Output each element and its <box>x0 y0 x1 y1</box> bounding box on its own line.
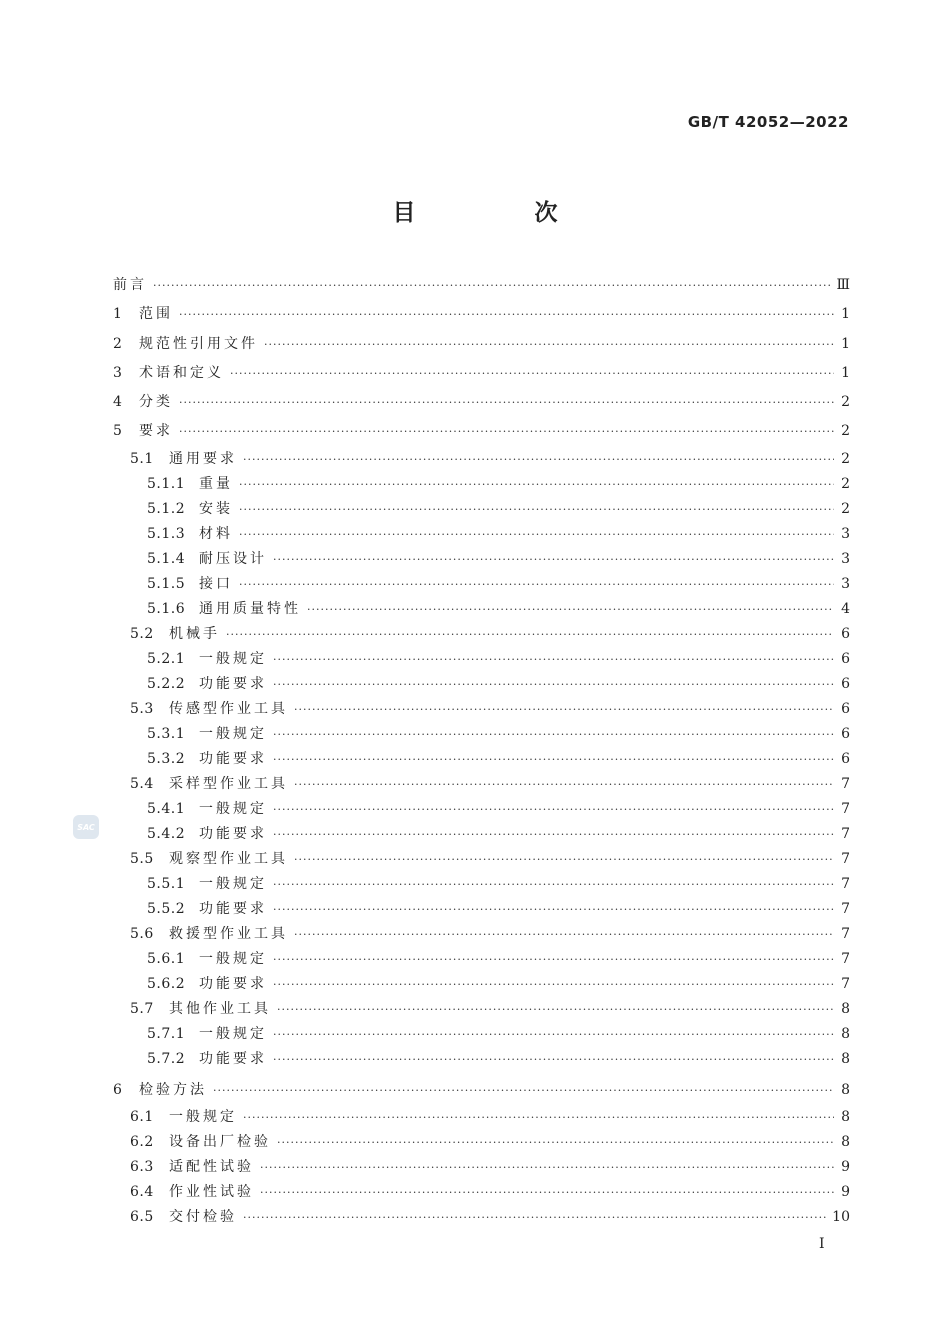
toc-entry-number: 6.1 <box>130 1109 154 1126</box>
toc-entry-page: 7 <box>841 875 850 892</box>
toc-leader-dots <box>273 1022 834 1047</box>
toc-entry[interactable] <box>113 822 850 847</box>
toc-entry-title: 机械手 <box>169 625 220 642</box>
toc-entry[interactable] <box>113 972 850 997</box>
toc-leader-dots <box>273 897 834 922</box>
toc-entry-title: 安装 <box>199 500 233 517</box>
toc-entry[interactable] <box>113 772 850 797</box>
toc-leader-dots <box>294 847 834 872</box>
toc-entry[interactable] <box>113 647 850 672</box>
toc-entry-title: 一般规定 <box>199 800 267 817</box>
table-of-contents <box>113 271 850 1230</box>
toc-entry-number: 5.3.1 <box>147 725 186 742</box>
toc-entry-page: 8 <box>841 1000 850 1017</box>
toc-entry-title: 一般规定 <box>169 1109 237 1126</box>
toc-entry-title: 观察型作业工具 <box>169 850 288 867</box>
toc-leader-dots <box>179 388 834 417</box>
toc-entry-title: 适配性试验 <box>169 1159 254 1176</box>
toc-entry-page: 7 <box>841 850 850 867</box>
toc-entry-page: 3 <box>841 575 850 592</box>
toc-entry-title: 救援型作业工具 <box>169 925 288 942</box>
toc-entry-title: 一般规定 <box>199 650 267 667</box>
toc-entry-number: 6.2 <box>130 1134 154 1151</box>
toc-entry[interactable] <box>113 897 850 922</box>
toc-entry[interactable] <box>113 797 850 822</box>
toc-entry-page: 7 <box>841 800 850 817</box>
toc-entry-number: 5 <box>113 423 123 440</box>
toc-entry-title: 功能要求 <box>199 975 267 992</box>
toc-entry-number: 5.1.2 <box>147 500 186 517</box>
toc-entry-number: 5.5.1 <box>147 875 186 892</box>
toc-entry-page: 2 <box>841 500 850 517</box>
toc-entry-title: 检验方法 <box>139 1081 207 1098</box>
toc-leader-dots <box>294 697 834 722</box>
toc-entry-number: 4 <box>113 394 123 411</box>
toc-entry-page: 1 <box>841 335 850 352</box>
toc-entry-number: 5.3 <box>130 700 154 717</box>
toc-entry-number: 5.2.2 <box>147 675 186 692</box>
toc-leader-dots <box>307 597 834 622</box>
toc-entry-page: 10 <box>832 1209 850 1226</box>
toc-entry[interactable] <box>113 472 850 497</box>
toc-entry-page: 4 <box>841 600 850 617</box>
toc-entry-page: 3 <box>841 550 850 567</box>
toc-entry-title: 交付检验 <box>169 1209 237 1226</box>
toc-entry-page: 6 <box>841 700 850 717</box>
toc-entry[interactable] <box>113 388 850 417</box>
toc-leader-dots <box>277 1130 834 1155</box>
toc-entry[interactable] <box>113 722 850 747</box>
toc-leader-dots <box>230 359 834 388</box>
toc-leader-dots <box>226 622 834 647</box>
toc-entry-number: 5.1.6 <box>147 600 186 617</box>
toc-entry-title: 功能要求 <box>199 900 267 917</box>
toc-leader-dots <box>273 797 834 822</box>
toc-entry-title: 采样型作业工具 <box>169 775 288 792</box>
toc-entry-page: 7 <box>841 950 850 967</box>
toc-leader-dots <box>239 497 834 522</box>
toc-entry[interactable] <box>113 622 850 647</box>
toc-entry-title: 规范性引用文件 <box>139 335 258 352</box>
page-title: 目 次 <box>392 200 606 226</box>
toc-entry[interactable] <box>113 300 850 329</box>
toc-entry-title: 设备出厂检验 <box>169 1134 271 1151</box>
toc-entry[interactable] <box>113 1022 850 1047</box>
toc-entry-number: 5.2.1 <box>147 650 186 667</box>
toc-entry-number: 5.1.4 <box>147 550 186 567</box>
toc-entry-number: 1 <box>113 306 123 323</box>
toc-entry[interactable] <box>113 697 850 722</box>
toc-entry-title: 术语和定义 <box>139 364 224 381</box>
toc-entry-title: 通用质量特性 <box>199 600 301 617</box>
toc-entry-number: 5.4 <box>130 775 154 792</box>
toc-entry-number: 6.3 <box>130 1159 154 1176</box>
toc-entry[interactable] <box>113 547 850 572</box>
toc-entry[interactable] <box>113 1076 850 1105</box>
page-number: I <box>819 1236 825 1252</box>
toc-entry-page: 6 <box>841 650 850 667</box>
toc-entry[interactable] <box>113 1205 850 1230</box>
toc-entry-number: 5.1.5 <box>147 575 186 592</box>
toc-entry-page: 6 <box>841 725 850 742</box>
toc-entry[interactable] <box>113 672 850 697</box>
toc-entry-title: 材料 <box>199 525 233 542</box>
toc-entry-page: 7 <box>841 775 850 792</box>
toc-leader-dots <box>294 922 834 947</box>
toc-entry-page: 7 <box>841 925 850 942</box>
toc-entry-page: 8 <box>841 1050 850 1067</box>
toc-entry-number: 5.7.2 <box>147 1050 186 1067</box>
toc-entry-title: 功能要求 <box>199 750 267 767</box>
toc-entry-page: 6 <box>841 675 850 692</box>
toc-entry-number: 6.5 <box>130 1209 154 1226</box>
toc-entry-page: 7 <box>841 900 850 917</box>
toc-entry-page: 7 <box>841 825 850 842</box>
toc-leader-dots <box>273 672 834 697</box>
toc-entry-title: 一般规定 <box>199 1025 267 1042</box>
toc-leader-dots <box>273 822 834 847</box>
toc-entry[interactable] <box>113 597 850 622</box>
toc-entry-title: 功能要求 <box>199 675 267 692</box>
toc-entry-page: 8 <box>841 1134 850 1151</box>
toc-entry-number: 6 <box>113 1081 123 1098</box>
toc-leader-dots <box>273 722 834 747</box>
toc-entry[interactable] <box>113 497 850 522</box>
toc-leader-dots <box>273 1047 834 1072</box>
toc-leader-dots <box>273 647 834 672</box>
toc-entry-title: 要求 <box>139 423 173 440</box>
toc-entry-title: 功能要求 <box>199 1050 267 1067</box>
toc-entry[interactable] <box>113 1180 850 1205</box>
toc-entry-page: 2 <box>841 475 850 492</box>
toc-entry[interactable] <box>113 947 850 972</box>
toc-entry-page: 8 <box>841 1109 850 1126</box>
toc-entry[interactable] <box>113 330 850 359</box>
toc-leader-dots <box>153 271 830 300</box>
toc-entry-number: 5.5.2 <box>147 900 186 917</box>
toc-entry[interactable] <box>113 1105 850 1130</box>
toc-entry-title: 其他作业工具 <box>169 1000 271 1017</box>
toc-entry[interactable] <box>113 997 850 1022</box>
toc-entry[interactable] <box>113 572 850 597</box>
toc-leader-dots <box>239 572 834 597</box>
toc-entry-title: 传感型作业工具 <box>169 700 288 717</box>
toc-leader-dots <box>273 547 834 572</box>
toc-entry-page: 9 <box>841 1184 850 1201</box>
toc-entry-page: 6 <box>841 750 850 767</box>
toc-entry-page: 3 <box>841 525 850 542</box>
toc-leader-dots <box>243 1105 834 1130</box>
toc-entry[interactable] <box>113 447 850 472</box>
toc-entry-page: 7 <box>841 975 850 992</box>
toc-leader-dots <box>243 447 834 472</box>
toc-entry-number: 5.6.1 <box>147 950 186 967</box>
toc-entry-number: 3 <box>113 364 123 381</box>
toc-leader-dots <box>179 300 834 329</box>
toc-entry[interactable] <box>113 747 850 772</box>
toc-entry[interactable] <box>113 872 850 897</box>
toc-entry-title: 范围 <box>139 306 173 323</box>
toc-entry-number: 5.4.2 <box>147 825 186 842</box>
toc-entry-title: 前言 <box>113 277 147 293</box>
toc-entry-number: 5.5 <box>130 850 154 867</box>
toc-entry-number: 5.1 <box>130 450 154 467</box>
toc-leader-dots <box>179 417 834 446</box>
toc-leader-dots <box>273 747 834 772</box>
toc-leader-dots <box>294 772 834 797</box>
toc-entry[interactable] <box>113 522 850 547</box>
toc-leader-dots <box>239 522 834 547</box>
toc-entry-page: 2 <box>841 450 850 467</box>
toc-entry-title: 通用要求 <box>169 450 237 467</box>
toc-entry-number: 5.1.3 <box>147 525 186 542</box>
toc-leader-dots <box>260 1155 834 1180</box>
toc-entry-title: 作业性试验 <box>169 1184 254 1201</box>
toc-leader-dots <box>243 1205 826 1230</box>
toc-leader-dots <box>239 472 834 497</box>
toc-entry-number: 5.6.2 <box>147 975 186 992</box>
toc-entry-title: 重量 <box>199 475 233 492</box>
toc-leader-dots <box>273 972 834 997</box>
toc-entry-number: 5.4.1 <box>147 800 186 817</box>
toc-entry-number: 5.2 <box>130 625 154 642</box>
toc-entry-page: 8 <box>841 1025 850 1042</box>
toc-entry-page: 1 <box>841 364 850 381</box>
toc-entry-title: 接口 <box>199 575 233 592</box>
toc-entry[interactable] <box>113 847 850 872</box>
toc-entry-page: 9 <box>841 1159 850 1176</box>
toc-entry-page: 6 <box>841 625 850 642</box>
standard-code: GB/T 42052—2022 <box>687 113 849 131</box>
toc-leader-dots <box>273 872 834 897</box>
toc-entry-title: 耐压设计 <box>199 550 267 567</box>
toc-entry-number: 5.7 <box>130 1000 154 1017</box>
toc-entry[interactable] <box>113 922 850 947</box>
sac-watermark-logo: SAC <box>73 815 99 839</box>
toc-entry-number: 5.7.1 <box>147 1025 186 1042</box>
toc-entry-title: 功能要求 <box>199 825 267 842</box>
toc-leader-dots <box>260 1180 834 1205</box>
toc-entry[interactable] <box>113 417 850 446</box>
toc-entry-page: 2 <box>841 423 850 440</box>
toc-entry[interactable] <box>113 359 850 388</box>
toc-entry-title: 分类 <box>139 394 173 411</box>
toc-entry-number: 6.4 <box>130 1184 154 1201</box>
toc-entry-title: 一般规定 <box>199 950 267 967</box>
toc-leader-dots <box>273 947 834 972</box>
toc-entry-page: 2 <box>841 394 850 411</box>
toc-entry-number: 2 <box>113 335 123 352</box>
toc-entry-title: 一般规定 <box>199 725 267 742</box>
toc-entry[interactable] <box>113 271 850 300</box>
toc-leader-dots <box>264 330 834 359</box>
toc-entry-number: 5.3.2 <box>147 750 186 767</box>
toc-entry-number: 5.6 <box>130 925 154 942</box>
toc-entry-title: 一般规定 <box>199 875 267 892</box>
toc-entry[interactable] <box>113 1155 850 1180</box>
toc-entry-page: 1 <box>841 306 850 323</box>
toc-entry[interactable] <box>113 1130 850 1155</box>
toc-entry[interactable] <box>113 1047 850 1072</box>
toc-entry-page: Ⅲ <box>836 277 850 293</box>
toc-leader-dots <box>277 997 834 1022</box>
toc-leader-dots <box>213 1076 834 1105</box>
toc-entry-number: 5.1.1 <box>147 475 186 492</box>
toc-entry-page: 8 <box>841 1081 850 1098</box>
